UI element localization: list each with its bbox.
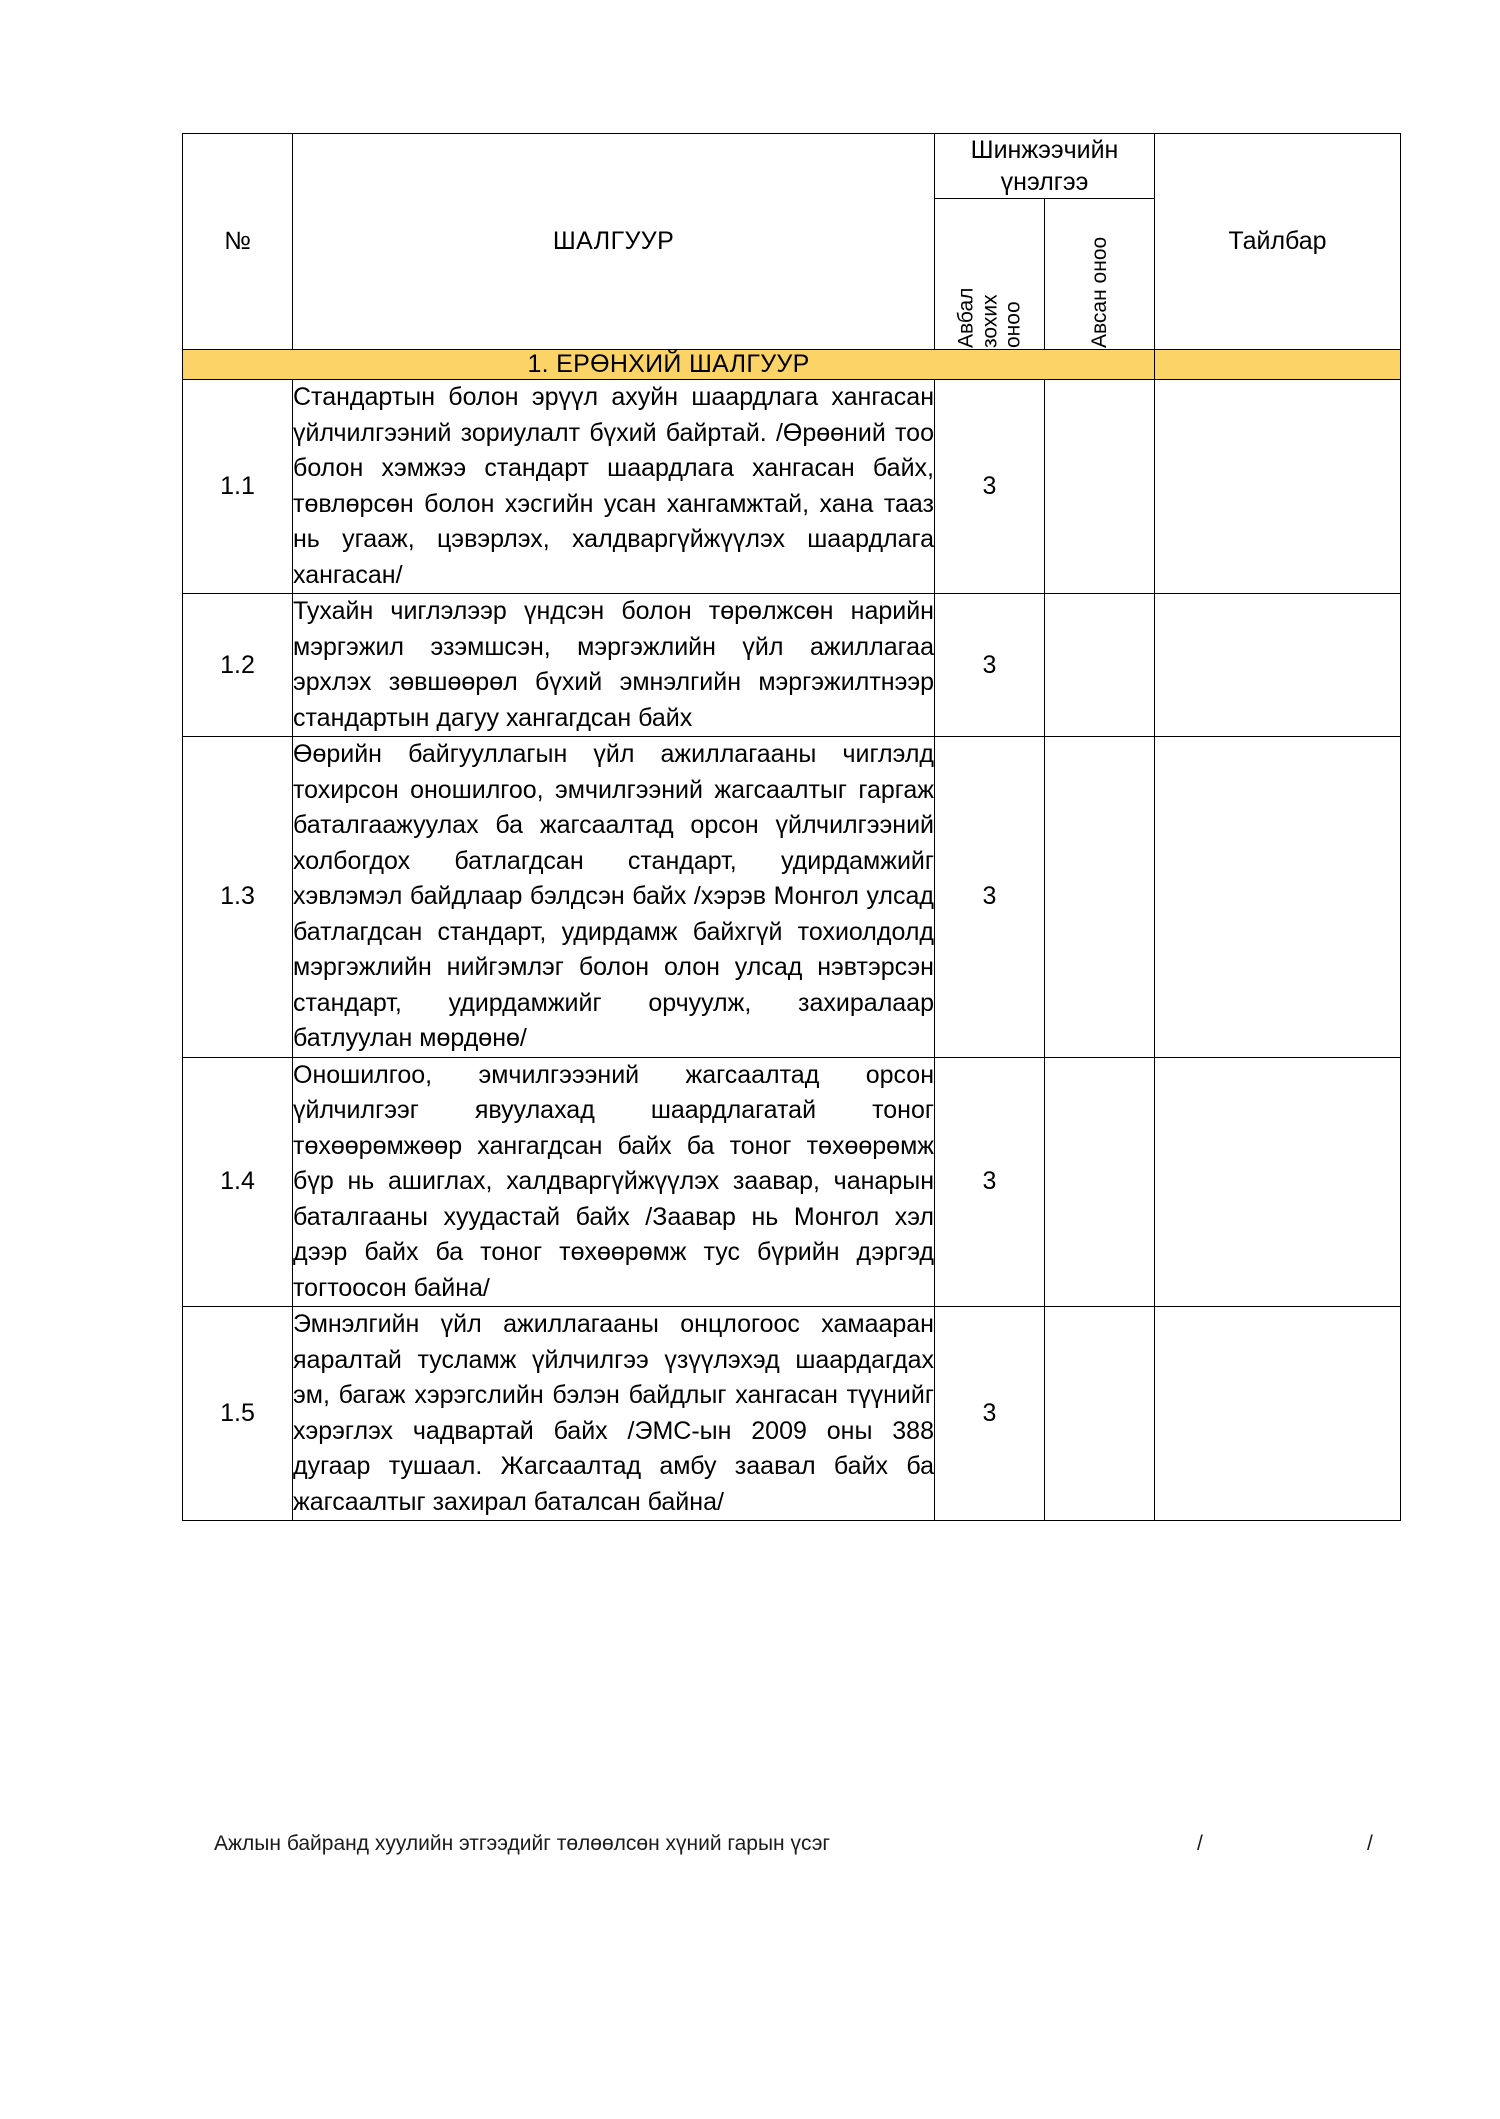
row-number: 1.3	[183, 737, 293, 1058]
table-row	[183, 594, 1401, 737]
table-row	[183, 737, 1401, 1058]
row-note[interactable]	[1155, 380, 1401, 594]
header-max-score-rotated-wrap	[935, 199, 1044, 349]
row-note[interactable]	[1155, 594, 1401, 737]
header-note-label: Тайлбар	[1228, 227, 1327, 255]
row-max-score: 3	[935, 380, 1045, 594]
table-header-row-1	[183, 134, 1401, 199]
header-received-score-line-1: Авсан оноо	[1087, 236, 1111, 348]
section-note-blank	[1155, 350, 1401, 380]
row-number: 1.2	[183, 594, 293, 737]
section-title: 1. ЕРӨНХИЙ ШАЛГУУР	[183, 350, 1155, 380]
row-criteria: Стандартын болон эрүүл ахуйн шаардлага хангасан үйлчилгээний зориулалт бүхий байртай. /Өрөөний тоо болон хэмжээ стандарт шаардлага хангасан байх, төвлөрсөн болон хэсгийн усан хангамжтай, хана тааз нь угааж, цэвэрлэх, халдваргүйжүүлэх шаардлага хангасан/	[293, 380, 935, 594]
header-criteria-label: ШАЛГУУР	[552, 227, 675, 255]
header-max-score-line-2: зохих	[977, 294, 1001, 348]
row-received-score[interactable]	[1045, 1057, 1155, 1307]
row-received-score[interactable]	[1045, 1307, 1155, 1521]
row-max-score: 3	[935, 1307, 1045, 1521]
row-number: 1.4	[183, 1057, 293, 1307]
header-max-score-cell	[935, 199, 1045, 350]
footer-slash-right: /	[1367, 1832, 1373, 1855]
row-max-score: 3	[935, 594, 1045, 737]
row-criteria: Тухайн чиглэлээр үндсэн болон төрөлжсөн нарийн мэргэжил эзэмшсэн, мэргэжлийн үйл ажиллагаа эрхлэх зөвшөөрөл бүхий эмнэлгийн мэргэжилтнээр стандартын дагуу хангагдсан байх	[293, 594, 935, 737]
checklist-sheet	[182, 133, 1400, 1521]
section-header-row	[183, 350, 1401, 380]
header-no-cell	[183, 134, 293, 350]
header-received-score-rotated-wrap	[1045, 199, 1154, 349]
row-received-score[interactable]	[1045, 594, 1155, 737]
checklist-table	[182, 133, 1401, 1521]
table-row	[183, 1307, 1401, 1521]
header-expert-evaluation-cell	[935, 134, 1155, 199]
row-number: 1.5	[183, 1307, 293, 1521]
page-footer	[182, 1832, 1400, 1872]
header-max-score-rotated-text	[954, 200, 1025, 348]
row-note[interactable]	[1155, 1307, 1401, 1521]
row-number: 1.1	[183, 380, 293, 594]
header-note-cell	[1155, 134, 1401, 350]
row-received-score[interactable]	[1045, 737, 1155, 1058]
table-row	[183, 1057, 1401, 1307]
row-criteria: Эмнэлгийн үйл ажиллагааны онцлогоос хамааран яаралтай тусламж үйлчилгээ үзүүлэхэд шаардагдах эм, багаж хэрэгслийн бэлэн байдлыг хангасан түүнийг хэрэглэх чадвартай байх /ЭМС-ын 2009 оны 388 дугаар тушаал. Жагсаалтад амбу заавал байх ба жагсаалтыг захирал баталсан байна/	[293, 1307, 935, 1521]
row-max-score: 3	[935, 737, 1045, 1058]
row-criteria: Оношилгоо, эмчилгэээний жагсаалтад орсон үйлчилгээг явуулахад шаардлагатай тоног төхөөрөмжөөр хангагдсан байх ба тоног төхөөрөмж бүр нь ашиглах, халдваргүйжүүлэх заавар, чанарын баталгааны хуудастай байх /Заавар нь Монгол хэл дээр байх ба тоног төхөөрөмж тус бүрийн дэргэд тогтоосон байна/	[293, 1057, 935, 1307]
header-received-score-rotated-text	[1088, 200, 1112, 348]
footer-slash-left: /	[1197, 1832, 1203, 1855]
header-max-score-line-1: Авбал	[954, 287, 978, 348]
header-no-label: №	[224, 227, 251, 255]
row-note[interactable]	[1155, 1057, 1401, 1307]
row-criteria: Өөрийн байгууллагын үйл ажиллагааны чиглэлд тохирсон оношилгоо, эмчилгээний жагсаалтыг гаргаж баталгаажуулах ба жагсаалтад орсон үйлчилгээний холбогдох батлагдсан стандарт, удирдамжийг хэвлэмэл байдлаар бэлдсэн байх /хэрэв Монгол улсад батлагдсан стандарт, удирдамж байхгүй тохиолдолд мэргэжлийн нийгэмлэг болон олон улсад нэвтэрсэн стандарт, удирдамжийг орчуулж, захиралаар батлуулан мөрдөнө/	[293, 737, 935, 1058]
row-max-score: 3	[935, 1057, 1045, 1307]
header-criteria-cell	[293, 134, 935, 350]
table-row	[183, 380, 1401, 594]
header-expert-evaluation-label: Шинжээчийн үнэлгээ	[970, 136, 1119, 196]
header-max-score-line-3: оноо	[1001, 301, 1025, 348]
row-note[interactable]	[1155, 737, 1401, 1058]
row-received-score[interactable]	[1045, 380, 1155, 594]
header-received-score-cell	[1045, 199, 1155, 350]
footer-signature-label: Ажлын байранд хуулийн этгээдийг төлөөлсөн хүний гарын үсэг	[214, 1832, 831, 1855]
